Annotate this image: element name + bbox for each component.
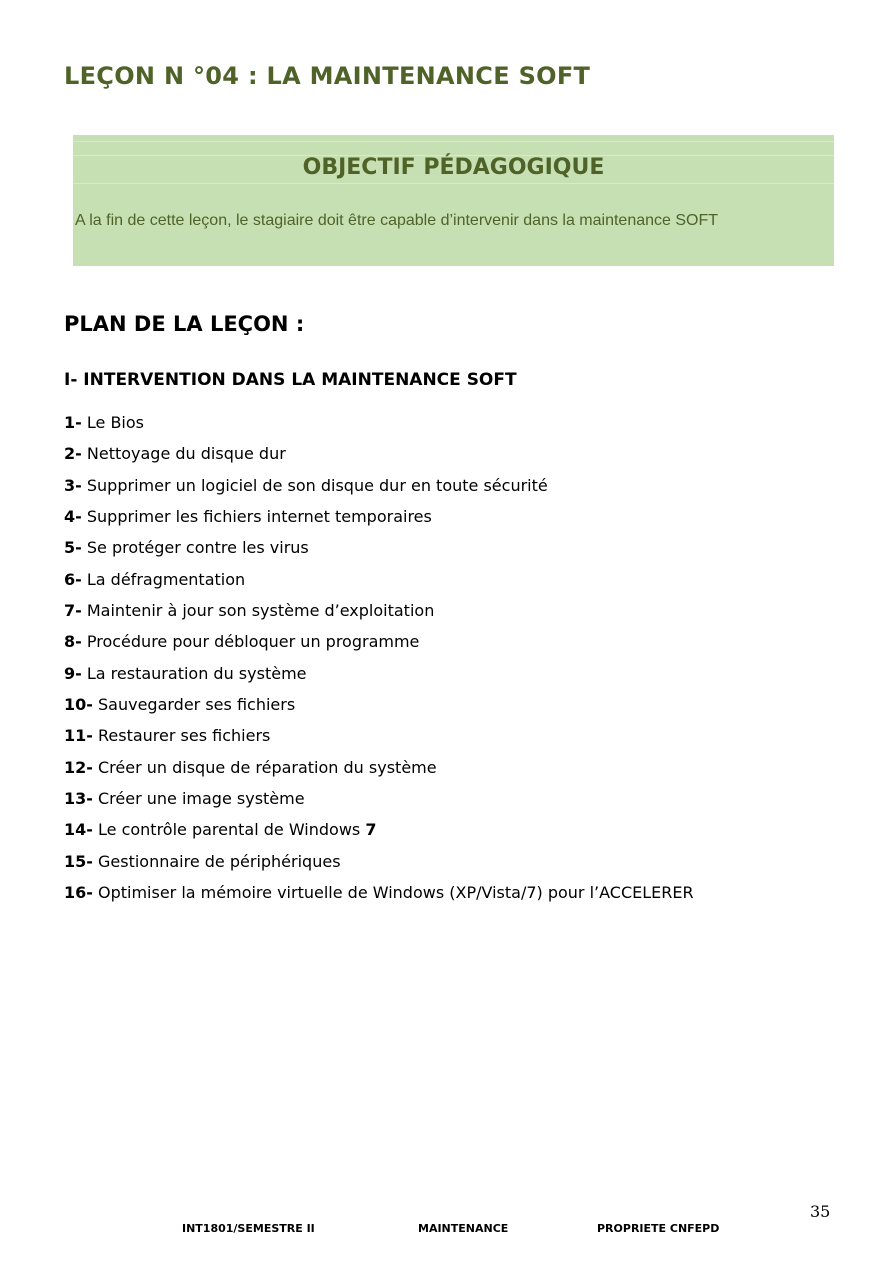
plan-item (64, 817, 694, 848)
plan-item-text: Supprimer les fichiers internet temporaires (86, 507, 432, 527)
plan-item-text: Le Bios (86, 413, 144, 432)
plan-item-number: 13- (64, 789, 93, 809)
plan-item (64, 880, 694, 911)
plan-item (64, 786, 694, 817)
plan-item-number: 5- (64, 538, 82, 558)
objective-text: A la fin de cette leçon, le stagiaire doit être capable d’intervenir dans la maintenance SOFT (75, 212, 719, 229)
plan-item-text: Créer une image système (98, 789, 305, 809)
plan-item-text: Nettoyage du disque dur (86, 444, 286, 464)
plan-item-text: Procédure pour débloquer un programme (86, 632, 420, 652)
footer-course-code: INT1801/SEMESTRE II (182, 1222, 315, 1235)
plan-item-number: 2- (64, 444, 82, 464)
footer-owner: PROPRIETE CNFEPD (597, 1222, 720, 1235)
plan-item-text: Sauvegarder ses fichiers (98, 695, 296, 715)
plan-item-number: 11- (64, 726, 93, 746)
footer-subject: MAINTENANCE (418, 1222, 509, 1235)
plan-item-number: 8- (64, 632, 82, 652)
objective-heading: OBJECTIF PÉDAGOGIQUE (302, 155, 605, 180)
plan-item-number: 7- (64, 601, 82, 621)
plan-item (64, 598, 694, 629)
plan-item-text: Se protéger contre les virus (86, 538, 309, 558)
objective-rule-top (73, 141, 834, 142)
plan-item-text: La restauration du système (86, 663, 307, 683)
plan-item (64, 504, 694, 535)
page-number: 35 (810, 1202, 831, 1221)
plan-item (64, 410, 694, 441)
objective-box (73, 135, 834, 266)
plan-item (64, 629, 694, 660)
plan-item-number: 4- (64, 507, 82, 527)
section-title: I- INTERVENTION DANS LA MAINTENANCE SOFT (64, 370, 517, 390)
plan-item (64, 723, 694, 754)
plan-item-number: 14- (64, 820, 93, 840)
plan-item-number: 3- (64, 475, 82, 495)
plan-item-number: 6- (64, 569, 82, 589)
plan-item (64, 473, 694, 504)
plan-item-number: 1- (64, 413, 82, 432)
plan-item-number: 10- (64, 695, 93, 715)
objective-rule-lower (73, 183, 834, 184)
plan-item-text: Le contrôle parental de Windows (98, 820, 361, 840)
plan-item-number: 9- (64, 663, 82, 683)
plan-item-number: 15- (64, 851, 93, 871)
plan-item-text: La défragmentation (86, 569, 246, 589)
plan-item-number: 16- (64, 883, 93, 903)
plan-item-number: 12- (64, 757, 93, 777)
lesson-title: LEÇON N °04 : LA MAINTENANCE SOFT (64, 62, 591, 90)
plan-item-text: Supprimer un logiciel de son disque dur en toute sécurité (86, 475, 548, 495)
plan-item (64, 535, 694, 566)
plan-item-text: Maintenir à jour son système d’exploitation (86, 601, 435, 621)
plan-item (64, 849, 694, 880)
plan-title: PLAN DE LA LEÇON : (64, 312, 305, 336)
plan-item (64, 441, 694, 472)
plan-item-text: Créer un disque de réparation du système (98, 757, 437, 777)
plan-list (64, 410, 694, 912)
plan-item-text: Gestionnaire de périphériques (98, 851, 341, 871)
plan-item (64, 661, 694, 692)
plan-item-text: Optimiser la mémoire virtuelle de Windows (XP/Vista/7) pour l’ACCELERER (98, 883, 694, 903)
plan-item-text: Restaurer ses fichiers (98, 726, 271, 746)
plan-item-emphasis: 7 (365, 820, 377, 840)
plan-item (64, 567, 694, 598)
plan-item (64, 755, 694, 786)
plan-item (64, 692, 694, 723)
